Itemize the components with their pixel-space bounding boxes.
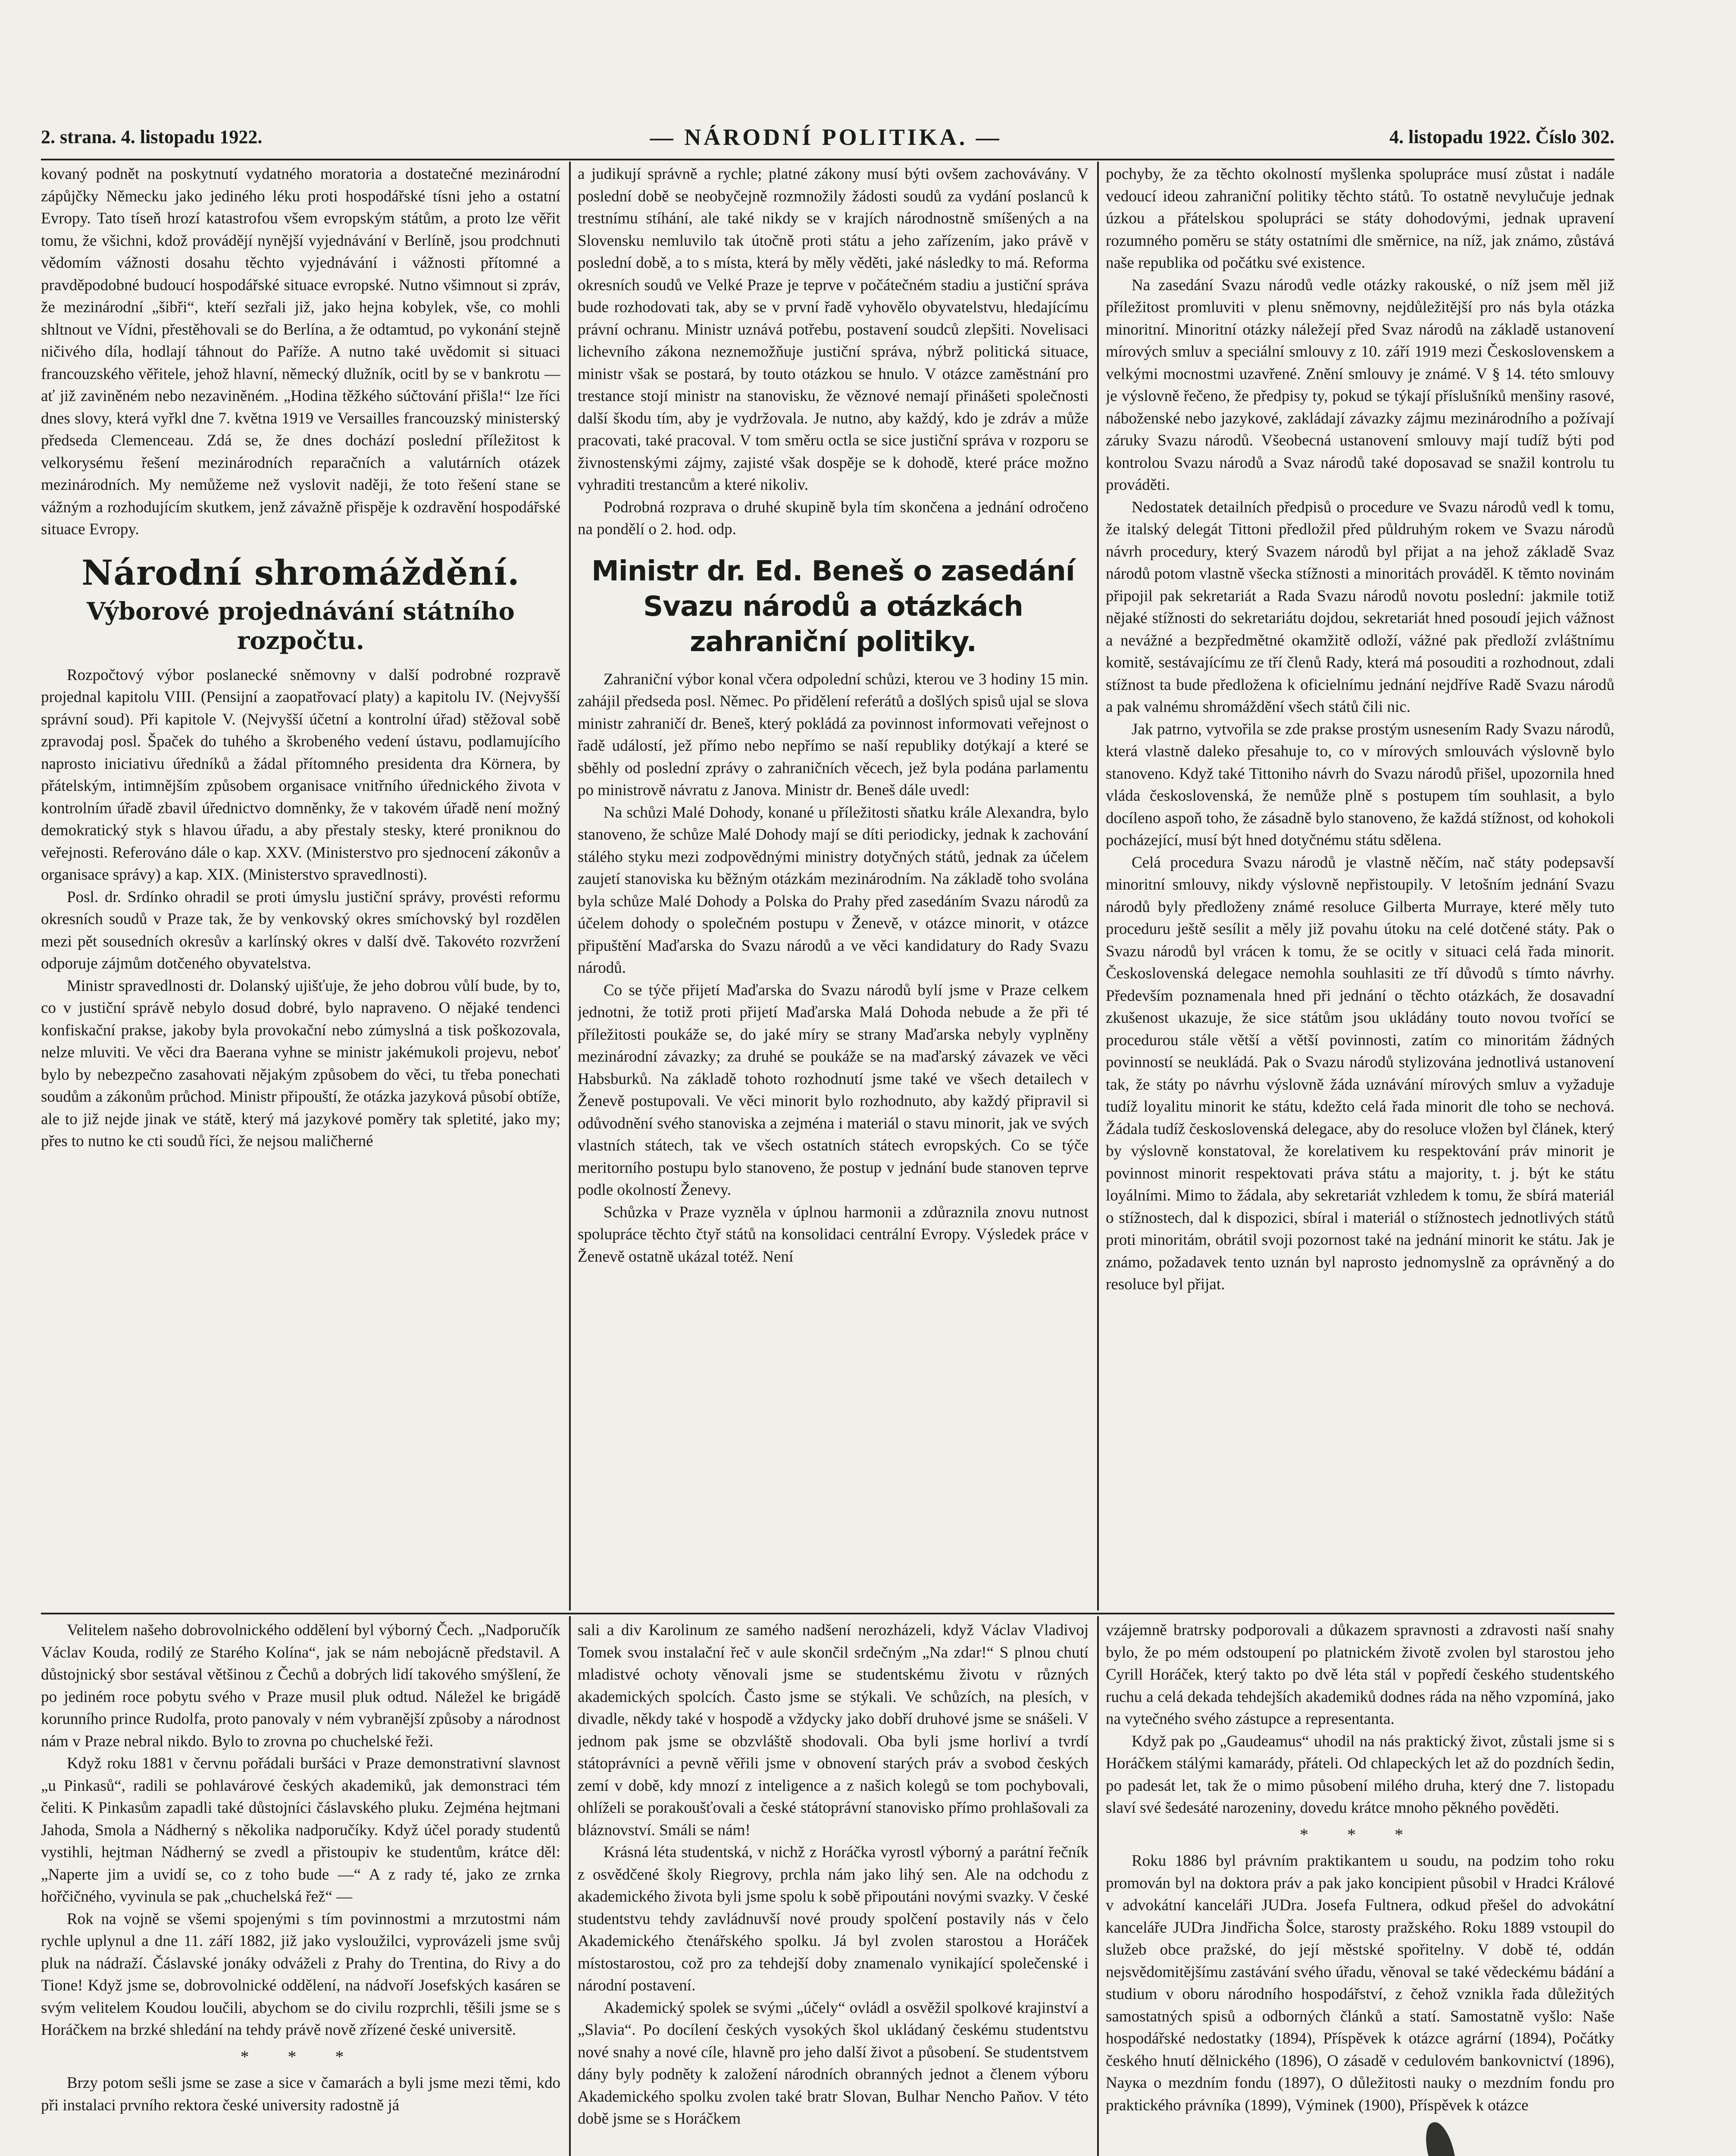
- page-header: [41, 116, 1614, 157]
- column-rule-1: [569, 162, 571, 1611]
- section-separator-2: * * *: [1300, 1824, 1420, 1844]
- subheading-budget: Výborové projednávání státního rozpočtu.: [87, 597, 515, 655]
- header-rule: [41, 159, 1614, 160]
- header-left: 2. strana. 4. listopadu 1922.: [41, 126, 263, 147]
- column-1-lower: [41, 1619, 560, 2156]
- feuilleton-paragraph-gaudeamus: Když pak po „Gaudeamus“ uhodil na nás praktický život, zůstali jsme si s Horáčkem stálými kamarády, přáteli. Od chlapeckých let až do pozdních šedin, po padesát let, tak že o mimo působení milého druha, který dne 7. listopadu slaví své šedesáté narozeniny, dovedu krátce mnoho pěkného pověděti.: [1106, 1732, 1614, 1817]
- column-3-lower: [1106, 1619, 1614, 2156]
- paragraph-hungary: Co se týče přijetí Maďarska do Svazu národů bylí jsme v Praze celkem jednotni, že totiž proti přijetí Maďarska Malá Dohoda nebude a že při té příležitosti poukáže se, do jaké míry se strany Maďarska nebyly vyplněny mezinárodní závazky; za druhé se poukáže se na maďarský závazek ve věci Habsburků. Na základě tohoto rozhodnutí jsme také ve všech detailech v Ženevě postupovali. Ve věci minorit bylo rozhodnuto, aby každý připravil si odůvodnění svého stanoviska a zejména i materiál o stavu minorit, jak ve svých vlastních státech, tak ve všech ostatních státech evropských. Co se týče meritorního postupu bylo stanoveno, že postup v jednání bude stanoven teprve podle okolností Ženevy.: [578, 981, 1089, 1199]
- feuilleton-paragraph-kouda: Velitelem našeho dobrovolnického oddělení byl výborný Čech. „Nadporučík Václav Kouda, rodilý ze Starého Kolína“, jak se nám nebojácně představil. A důstojnický sbor sestával většinou z Čechů a dobrých lidí takového smýšlení, že po jediném roce pobytu svého v Praze musil pluk odtud. Náležel ke brigádě korunního prince Rudolfa, proto panovaly v ném vybranější způsoby a národnost nám v Praze nebral nikdo. Bylo to zrovna po chuchelské řeži.: [41, 1621, 560, 1750]
- feuilleton-paragraph-1881: Když roku 1881 v červnu pořádali buršáci v Praze demonstrativní slavnost „u Pinkasů“, radili se pohlavárové českých akademiků, jak demonstraci tém čeliti. K Pinkasům zapadli také důstojníci čáslavského pluku. Zejména hejtmani Jahoda, Smola a Nádherný s několika nadporučíky. Když účel porady studentů vystihli, hejtman Nádherný se zvedl a přistoupiv ke studentům, krátce děl: „Naperte jim a uvidí se, co z toho bude —“ A z rady té, jako ze zrnka hořčičného, vyvinula se pak „chuchelská řež“ —: [41, 1755, 560, 1905]
- header-right: 4. listopadu 1922. Číslo 302.: [1389, 126, 1614, 147]
- column-2-upper: [578, 163, 1089, 1610]
- article-continuation: kovaný podnět na poskytnutí vydatného moratoria a dostatečné mezinárodní zápůjčky Německu jako jediného léku proti hospodářské tísni jeho a ostatní Evropy. Tato tíseň hrozí katastrofou všem evropským státům, a proto lze věřit tomu, že všichni, kdož provádějí nynější vyjednávání v Berlíně, jsou prodchnuti vědomím vážnosti dosahu těchto vyjednávání i vážnosti přítomné a pravděpodobné budoucí hospodářské situace evropské. Nutno všimnout si zpráv, že mezinárodní „šibři“, kteří sezřali již, jako hejna kobylek, vše, co mohli shltnout ve Vídni, přestěhovali se do Berlína, a že odtamtud, po vykonání stejně ničivého díla, hodlají táhnout do Paříže. A nutno také uvědomit si situaci francouzského věřitele, jehož hlavní, německý dlužník, ocitl by se v bankrotu — ať již zaviněném nebo nezaviněném. „Hodina těžkého súčtování přišla!“ lze říci dnes slovy, která vyřkl dne 7. května 1919 ve Versailles francouzský ministerský předseda Clemenceau. Zdá se, že dnes dochází poslední příležitost k velkorysému řešení mezinárodních reparačních a valutárních otázek mezinárodních. My nemůžeme než vyslovit naději, že toto řešení stane se vážným a rozhodujícím skutkem, jenž závažně přispěje k ozdravění hospodářské situace Evropy.: [41, 165, 560, 538]
- paragraph-adjournment: Podrobná rozprava o druhé skupině byla tím skončena a jednání odročeno na pondělí o 2. hod. odp.: [578, 498, 1089, 538]
- feuilleton-paragraph-1882: Rok na vojně se všemi spojenými s tím povinnostmi a mrzutostmi nám rychle uplynul a dne 11. září 1882, již jako vysloužilci, vyprovázeli jsme svůj pluk na nádraží. Čáslavské jonáky odváželi z Prahy do Trentina, do Rivy a do Tione! Když jsme se, dobrovolnické oddělení, na nádvoří Josefských kasáren se svým velitelem Koudou loučili, abychom se do civilu rozprchli, těšili jsme se s Horáčkem na brzké shledání na tehdy právě nově zřízené české universitě.: [41, 1910, 560, 2039]
- feuilleton-paragraph-karolinum: sali a div Karolinum ze samého nadšení nerozházeli, když Václav Vladivoj Tomek svou instalační řeč v aule skončil srdečným „Na zdar!“ S plnou chutí mladistvé ochoty věnovali jsme se studentskému životu v různých akademických spolcích. Často jsme se stýkali. Ve schůzích, na plesích, v divadle, někdy také v hospodě a vždycky jako dobří druhové jsme se snášeli. V jednom pak jsme se obzvláště shodovali. Oba byli jsme horliví a tvrdí státoprávníci a pevně věřili jsme v obnovení starých práv a svobod českých zemí v době, kdy mnozí z inteligence a z našich kolegů se tom pochybovali, ohlíželi se porakoušťovali a české státoprávní stanovisko přímo prohlašovali za bláznovství. Smáli se nám!: [578, 1621, 1089, 1839]
- feuilleton-paragraph-academic-society: Akademický spolek se svými „účely“ ovládl a osvěžil spolkové krajinství a „Slavia“. Po docílení českých vysokých škol ukládaný českému studentstvu nové snahy a nové cíle, hlavně pro jeho další život a působení. Se studentstvem dány byly podněty k založení národních obranných jednot a členem výboru Akademického spolku zvolen také bratr Slovan, Bulhar Nencho Paňov. V této době jsme se s Horáčkem: [578, 1999, 1089, 2128]
- paragraph-dolansky: Ministr spravedlnosti dr. Dolanský ujišťuje, že jeho dobrou vůlí bude, by to, co v justiční správě nebylo dosud dobré, bylo napraveno. O nějaké tendenci konfiskační prakse, jakoby byla provokační nebo zúmyslná a tisk poškozovala, nelze mluviti. Ve věci dra Baerana vyhne se ministr jakémukoli projevu, neboť bylo by nebezpečno zasahovati nějakým způsobem do věci, tu třeba ponechati soudům a zákonům průchod. Ministr připouští, že otázka jazyková působí obtíže, ale to již nejde jinak ve státě, který má jazykové poměry tak spletité, jako my; přes to nutno ke cti soudů říci, že nejsou maličherné: [41, 977, 560, 1150]
- paragraph-budget-committee: Rozpočtový výbor poslanecké sněmovny v další podrobné rozpravě projednal kapitolu VIII. (Pensijní a zaopatřovací platy) a kapitolu IV. (Nejvyšší správní soud). Při kapitole V. (Nejvyšší účetní a kontrolní úřad) stěžoval sobě zpravodaj posl. Špaček do tuhého a škrobeného vedení ústavu, podlamujícího naprosto iniciativu úředníků a žádal přítomného presidenta dra Körnera, by přátelským, intimnějším způsobem organisace vnitřního úřednického života v kontrolním úřadě zbavil úřednictvo domněnky, že v takovém úřadě není možný demokratický styk s hlavou úřadu, a aby přestaly stesky, které proniknou do veřejnosti. Referováno dále o kap. XXV. (Ministerstvo pro sjednocení zákonův a organisace správy) a kap. XIX. (Ministerstvo spravedlnosti).: [41, 666, 560, 884]
- paragraph-little-entente: Na schůzi Malé Dohody, konané u příležitosti sňatku krále Alexandra, bylo stanoveno, že schůze Malé Dohody mají se díti periodicky, jednak k zachování stálého styku mezi zodpovědnými ministry dotyčných států, jednak za účelem zaujetí stanoviska ku běžným otázkám mezinárodním. Na základě toho svolána byla schůze Malé Dohody a Polska do Prahy před zasedáním Svazu národů za účelem dohody o společném postupu v Ženevě, v otázce minorit, v otázce připuštění Maďarska do Svazu národů a ve věci kandidatury do Rady Svazu národů.: [578, 803, 1089, 977]
- feuilleton-paragraph-installation: Brzy potom sešli jsme se zase a sice v čamarách a byli jsme mezi těmi, kdo při instalaci prvního rektora české university radostně já: [41, 2074, 560, 2114]
- column-3-upper: [1106, 163, 1614, 1610]
- feuilleton-paragraph-student-years: Krásná léta studentská, v nichž z Horáčka vyrostl výborný a parátní řečník z osvědčené školy Riegrovy, prchla nám jako lihý sen. Ale na odchodu z akademického života byli jsme spolu k sobě připoutáni novými svazky. V české studentstvu tehdy zavládnuvší nové proudy spolčení postavily nás v čelo Akademického čtenářského spolku. Já byl zvolen starostou a Horáček místostarostou, což pro za tehdejší doby znamenalo vynikající společenské i národní postavení.: [578, 1843, 1089, 1994]
- column-2-lower: [578, 1619, 1089, 2156]
- paragraph-procedure: Nedostatek detailních předpisů o procedure ve Svazu národů vedl k tomu, že italský delegát Tittoni předložil před půldruhým rokem ve Svazu národů návrh procedury, který Svazem národů byl přijat a na jehož základě Svaz národů potom vlastně všecka stížnosti a minoritách prováděl. K těmto novinám připojil pak sekretariát a Rada Svazu národů novotu poslední: jakmile totiž nějaké stížnosti do sekretariátu dojdou, sekretariát hned posoudí jejich vážnost a nevážné a bezpředmětné okamžitě odloží, vážné pak předloží zvláštnímu komitě, sestávajícímu ze tří členů Rady, která má posouditi a rozhodnout, zdali stížnost ta bude předložena k oficielnímu jednání nejdříve Radě Svazu národů a pak valnému shromáždění všech států čili nic.: [1106, 498, 1614, 716]
- paragraph-murray-resolution: Celá procedura Svazu národů je vlastně něčím, nač státy podepsavší minoritní smlouvy, nikdy výslovně nepřistoupily. V letošním jednání Svazu národů byly předloženy známé resoluce Gilberta Murraye, které měly tuto proceduru ještě sesílit a měly již povahu útoku na celé dotčené státy. Pak o Svazu národů byl vrácen k tomu, že se ocitly v situaci celá řada minorit. Československá delegace nemohla souhlasiti ze tří důvodů s tímto návrhy. Především poznamenala hned při jednání o těchto otázkách, že dosavadní zkušenost ukazuje, že sice státům jsou ukládány touto novou tvořící se procedurou stále větší a větší povinnosti, zatím co minoritám žádných povinností se neukládá. Pak o Svazu národů stylizována jednotlivá ustanovení tak, že státy po návrhu výslovně žáda uznávání mírových smluv a vyžaduje tudíž loyalitu minorit ke státu, kdežto celá řada minorit dle toho se nechová. Žádala tudíž československá delegace, aby do resoluce vložen byl článek, který by výslovně konstatoval, že korelativem ku respektování práv minorit je povinnost minorit respektovati práva státu a majority, t. j. být ke státu loyálními. Mimo to žádala, aby sekretariát vzhledem k tomu, že sbírá materiál o stížnostech, dal k dispozici, sbíral i materiál o stížnostech jednotlivých států proti minoritám, obrátil svoji pozornost také na jednání minorit ke státu. Jak je známo, požadavek tento uznán byl naprosto jednomyslně za oprávněný a do resoluce byl přijat.: [1106, 853, 1614, 1293]
- paragraph-prague-meeting: Schůzka v Praze vyzněla v úplnou harmonii a zdůraznila znovu nutnost spolupráce těchto čtyř států na konsolidaci centrální Evropy. Výsledek práce v Ženevě ostatně ukázal totéž. Není: [578, 1203, 1089, 1266]
- feuilleton-paragraph-horacek: vzájemně bratrsky podporovali a důkazem spravnosti a zdravosti naší snahy bylo, že po mém odstoupení po platnickém životě zvolen byl starostou jeho Cyrill Horáček, který takto po dvě léta stál v popředí českého studentského ruchu a celá dekada tehdejších akademiků dodnes ráda na něho vzpomíná, jako na vytečného svého zástupce a representanta.: [1106, 1621, 1614, 1728]
- paragraph-srdinko: Posl. dr. Srdínko ohradil se proti úmyslu justiční správy, provésti reformu okresních soudů v Praze tak, že by venkovský okres smíchovský byl rozdělen mezi pět sousedních okresův a karlínský okres v další dvě. Takovéto rozvržení odporuje zájmům dotčeného obyvatelstva.: [41, 888, 560, 972]
- masthead-title: — NÁRODNÍ POLITIKA. —: [650, 124, 1002, 150]
- paragraph-minority-question: Na zasedání Svazu národů vedle otázky rakouské, o níž jsem měl již příležitost promluviti v plenu sněmovny, nejdůležitější pro nás byla otázka minoritní. Minoritní otázky náležejí před Svaz národů na základě ustanovení mírových smluv a speciální smlouvy z 10. září 1919 mezi Československem a velkými mocnostmi uzavřené. Znění smlouvy je známé. V § 14. této smlouvy je výslovně řečeno, že předpisy ty, pokud se týkají příslušníků menšiny rasové, náboženské nebo jazykové, zakládají závazky zájmu mezinárodního a požívají záruky Svazu národů. Všeobecná ustanovení smlouvy mají tudíž býti pod kontrolou Svazu národů a Svaz národů také doposavad se snažil kontrolu tu prováděti.: [1106, 276, 1614, 494]
- section-separator: * * *: [240, 2046, 361, 2066]
- paragraph-practice: Jak patrno, vytvořila se zde prakse prostým usnesením Rady Svazu národů, která vlastně daleko přesahuje to, co v mírových smlouvách výslovně bylo stanoveno. Když také Tittoniho návrh do Svazu národů přišel, upozornila hned vláda československá, že nemůže plně s postupem tím souhlasit, a bylo docíleno aspoň toho, že zásadně bylo stanoveno, že každá stížnost, od kohokoli pocházející, musí být hned dotyčnému státu sdělena.: [1106, 720, 1614, 849]
- section-heading-national-assembly: Národní shromáždění.: [81, 552, 520, 593]
- feuilleton-paragraph-career: Roku 1886 byl právním praktikantem u soudu, na podzim toho roku promován byl na doktora práv a pak jako koncipient působil v Hradci Králové v advokátní kanceláři JUDra. Josefa Fultnera, odkud přešel do advokátní kanceláře JUDra Jindřicha Šolce, starosty pražského. Roku 1889 vstoupil do služeb obce pražské, do její městské spořitelny. V době té, oddán nejsvědomitějšímu zastávání svého úřadu, věnoval se také vědeckému bádání a studium v oboru národního hospodářství, z čehož vznikla řada důležitých samostatných spisů a odborných článků a statí. Samostatně vyšlo: Naše hospodářské nedostatky (1894), Příspěvek k otázce agrární (1894), Počátky českého hnutí dělnického (1896), O zásadě v cedulovém bankovnictví (1896), Naука o mezdním fondu (1897), O důležitosti nauky o mezdním fondu pro praktického právníka (1899), Výminek (1900), Příspěvek k otázce: [1106, 1852, 1614, 2114]
- column-1-upper: [41, 163, 560, 1610]
- headline-benes: Ministr dr. Ed. Beneš o zasedání Svazu národů a otázkách zahraniční politiky.: [591, 555, 1075, 658]
- paragraph-minister-continuation: a judikují správně a rychle; platné zákony musí býti ovšem zachovávány. V poslední době se neobyčejně rozmnožily žádosti soudů za vydání poslanců k trestnímu stíhání, ale také nikdy se v krajích národnostně smíšených a na Slovensku nemluvilo tak útočně proti státu a jeho zařízením, jako právě v poslední době, a to s místa, která by měly věděti, jaké následky to má. Reforma okresních soudů ve Velké Praze je teprve v počátečném stadiu a justiční správa bude rozhodovati tak, aby se v první řadě vyhovělo obyvatelstvu, hledajícímu právní ochranu. Ministr uznává potřebu, postavení soudců zlepšiti. Novelisaci lichevního zákona neznemožňuje justiční správa, nýbrž politická situace, ministr však se postará, by touto otázkou se hnulo. V otázce zaměstnání pro trestance stojí ministr na stanovisku, že věznové nemají přinášeti společnosti další škodu tím, aby je vydržovala. Je nutno, aby každý, kdo je zdráv a může pracovati, také pracoval. V tom směru octla se sice justiční správa v rozporu se živnostenskými zájmy, zajisté však dospěje se k dohodě, které práce možno vyhraditi trestancům a které nikoliv.: [578, 165, 1089, 494]
- feuilleton-rule: [41, 1613, 1614, 1614]
- column-rule-2: [1097, 162, 1099, 1611]
- column-rule-4: [1097, 1616, 1099, 2156]
- column-rule-3: [569, 1616, 571, 2156]
- paragraph-foreign-committee: Zahraniční výbor konal včera odpolední schůzi, kterou ve 3 hodiny 15 min. zahájil předseda posl. Němec. Po přidělení referátů a došlých spisů ujal se slova ministr zahraničí dr. Beneš, který pokládá za povinnost informovati veřejnost o řadě událostí, jež přímo nebo nepřímo se naší republiky dotýkají a které se sběhly od poslední zprávy o zahraničních věcech, jež byla podána parlamentu po ministrově návratu z Janova. Ministr dr. Beneš dále uvedl:: [578, 670, 1089, 799]
- newspaper-page: [41, 116, 1614, 2156]
- paragraph-cooperation: pochyby, že za těchto okolností myšlenka spolupráce musí zůstat i nadále vedoucí ideou zahraniční politiky těchto států. To ostatně nevylučuje jednak úzkou a přátelskou spolupráci se státy dohodovými, jednak upravení rozumného poměru se státy ostatními dle směrnice, na níž, jak známo, zůstává naše republika od počátku své existence.: [1106, 165, 1614, 272]
